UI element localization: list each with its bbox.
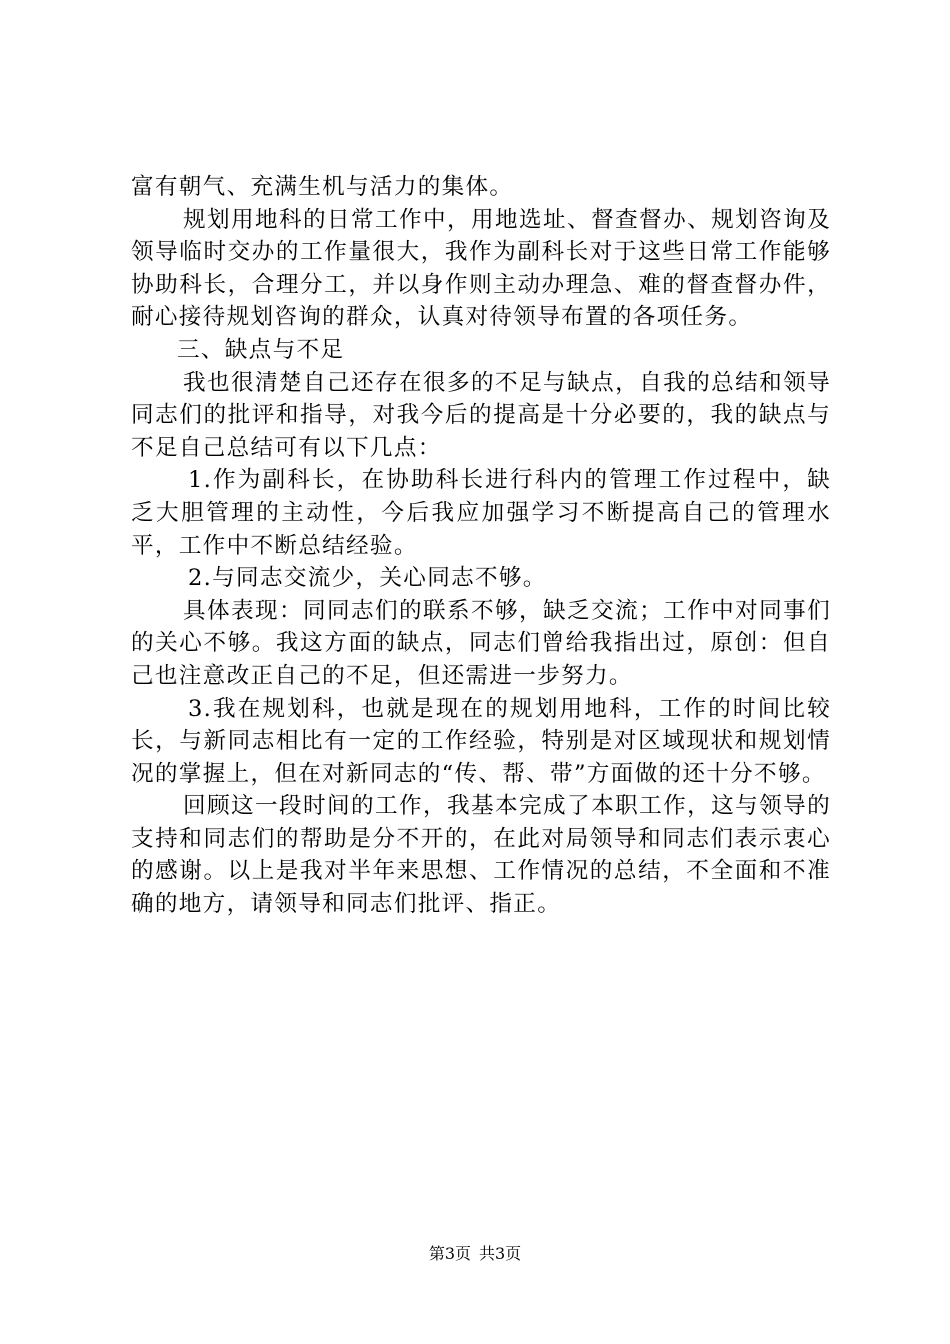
- paragraph-conclusion: 回顾这一段时间的工作，我基本完成了本职工作，这与领导的支持和同志们的帮助是分不开的，在此对局领导和同志们表示衷心的感谢。以上是我对半年来思想、工作情况的总结，不全面和不准确的地方，请领导和同志们批评、指正。: [131, 793, 831, 918]
- paragraph-shortcomings-intro: 我也很清楚自己还存在很多的不足与缺点，自我的总结和领导同志们的批评和指导，对我今后的提高是十分必要的，我的缺点与不足自己总结可有以下几点：: [131, 369, 831, 461]
- paragraph-continuation: 富有朝气、充满生机与活力的集体。: [131, 174, 514, 200]
- page-number-current: 第3页: [428, 1244, 471, 1263]
- document-body: [131, 171, 831, 921]
- page-footer: [0, 1244, 950, 1264]
- paragraph-daily-work: 规划用地科的日常工作中，用地选址、督查督办、规划咨询及领导临时交办的工作量很大，我作为副科长对于这些日常工作能够协助科长，合理分工，并以身作则主动办理急、难的督查督办件，耐心接待规划咨询的群众，认真对待领导布置的各项任务。: [131, 206, 831, 331]
- section-heading-shortcomings: 三、缺点与不足: [177, 336, 345, 363]
- list-item-2: 2.与同志交流少，关心同志不够。: [188, 565, 547, 592]
- list-item-3: 3.我在规划科，也就是现在的规划用地科，工作的时间比较长，与新同志相比有一定的工作经验，特别是对区域现状和规划情况的掌握上，但在对新同志的“传、帮、带”方面做的还十分不够。: [131, 695, 831, 787]
- list-item-1: 1.作为副科长，在协助科长进行科内的管理工作过程中，缺乏大胆管理的主动性，今后我应加强学习不断提高自己的管理水平，工作中不断总结经验。: [131, 467, 831, 559]
- paragraph-specific-performance: 具体表现：同同志们的联系不够，缺乏交流；工作中对同事们的关心不够。我这方面的缺点，同志们曾给我指出过，原创：但自己也注意改正自己的不足，但还需进一步努力。: [131, 597, 831, 689]
- page-number-total: 共3页: [479, 1244, 522, 1263]
